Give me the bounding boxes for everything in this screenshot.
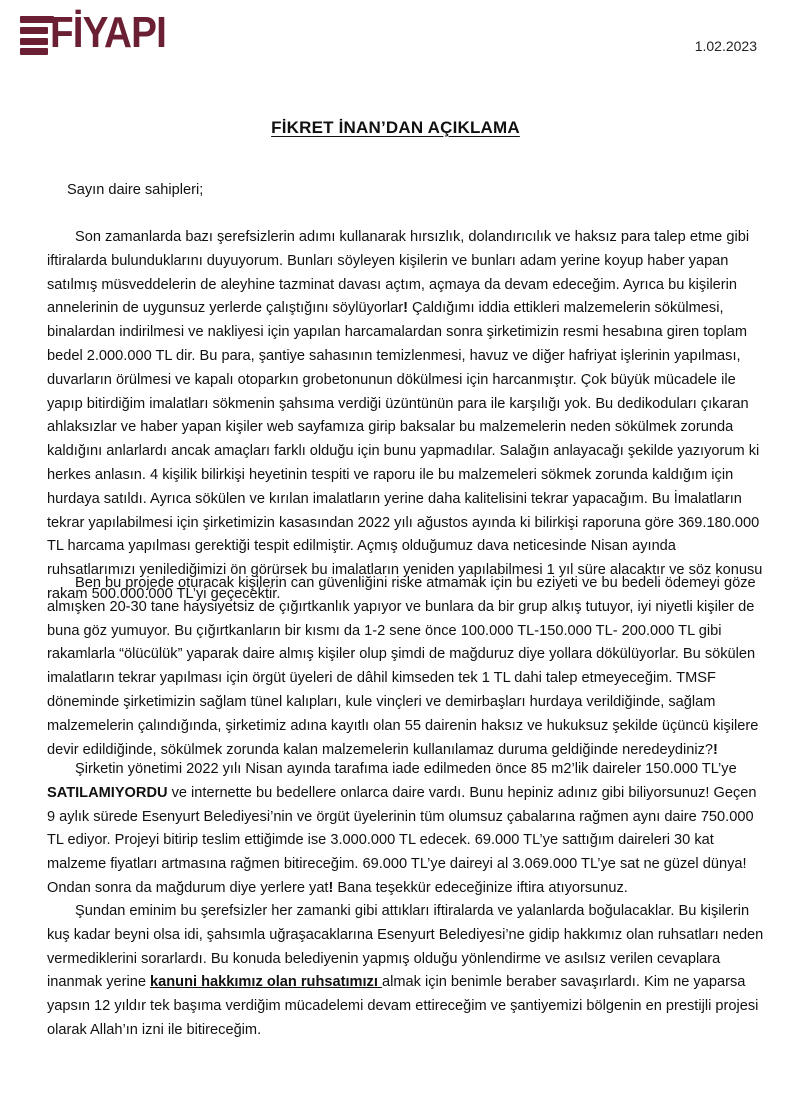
logo-text: FİYAPI	[50, 8, 166, 57]
text-segment: Son zamanlarda bazı şerefsizlerin adımı kullanarak hırsızlık, dolandırıcılık ve haksız para talep etme gibi iftiralarda bulunduklarını duyuyorum. Bunları söyleyen kişilerin ve bunları adam yerine koyup haber yapan satılmış müsveddelerin de aleyhine tazminat davası açtım, açmaya da devam edeceğim. Ayrıca bu kişilerin annelerinin de uygunsuz yerlerde çalıştığını söylüyorlar	[47, 229, 750, 317]
bold-text: !	[713, 741, 718, 758]
text-segment: Çaldığımı iddia ettikleri malzemelerin sökülmesi, binalardan indirilmesi ve nakliyesi için yapılan harcamalardan sonra şirketimizin resmi hesabına giren toplam bedel 2.000.000 TL dir. Bu para, şantiye sahasının temizlenmesi, havuz ve diğer hafriyat işlerinin yapılması, duvarların örülmesi ve kapalı otoparkın grobetonunun dökülmesi için harcanmıştır. Çok büyük mücadele ile yapıp bitirdiğim imalatları sökmenin şahsıma verdiği üzüntünün para ile karşılığı yok. Bu dedikoduları çıkaran ahlaksızlar ve haber yapan kişiler web sayfamıza girip baksalar bu malzemelerin neden sökülmek zorunda kaldığını anlarlardı ancak amaçları farklı olduğu için bunu yapmadılar. Salağın anlayacağı şekilde yazıyorum ki herkes anlasın. 4 kişilik bilirkişi heyetinin tespiti ve raporu ile bu malzemeleri sökmek zorunda kaldığım için hurdaya satıldı. Ayrıca sökülen ve kırılan imalatların yerine daha kalitelisini tekrar yapacağım. Bu İmalatların tekrar yapılabilmesi için şirketimizin kasasından 2022 yılı ağustos ayında ki bilirkişi raporuna göre 369.180.000 TL harcama yapılması gerektiği tespit edilmiştir. Açmış olduğumuz dava neticesinde Nisan ayında ruhsatlarımızı yenilediğimizi ön görürsek bu imalatların yeniden yapılabilmesi 1 yıl süre alacaktır ve söz konusu rakam 500.000.000 TL’yi geçecektir.	[47, 300, 763, 602]
logo-stripes-icon	[20, 14, 54, 54]
text-segment: Şirketin yönetimi 2022 yılı Nisan ayında tarafıma iade edilmeden önce 85 m2’lik daireler 150.000 TL’ye	[75, 761, 737, 777]
text-segment: ve internette bu bedellere onlarca daire vardı. Bunu hepiniz adınız gibi biliyorsunuz! Geçen 9 aylık sürede Esenyurt Belediyesi’nin ve örgüt üyelerinin tüm olumsuz çabalarına rağmen aynı daire 750.000 TL ediyor. Projeyi bitirip teslim ettiğimde ise 3.000.000 TL edecek. 69.000 TL’ye sattığım daireleri 30 kat malzeme fiyatları artmasına rağmen bitireceğim. 69.000 TL’ye daireyi al 3.069.000 TL’ye sat ne güzel dünya! Ondan sonra da mağdurum diye yerlere yat	[47, 784, 757, 896]
paragraph-1	[47, 226, 767, 607]
paragraph-text	[47, 226, 767, 607]
paragraph-2	[47, 572, 767, 762]
greeting: Sayın daire sahipleri;	[67, 182, 204, 198]
bold-text: !	[328, 879, 334, 896]
text-segment: Bana teşekkür edeceğinize iftira atıyorsunuz.	[333, 879, 628, 896]
paragraph-text	[47, 900, 767, 1043]
text-segment: Şundan eminim bu şerefsizler her zamanki gibi attıkları iftiralarda ve yalanlarda boğulacaklar. Bu kişilerin kuş kadar beyni olsa idi, şahsımla uğraşacaklarına Esenyurt Belediyesi’ne gidip hakkımız olan ruhsatları neden vermediklerini sorarlardı. Bu konuda belediyenin yapmış olduğu yönlendirme ve asılsız verilen cevaplara inanmak yerine	[47, 903, 764, 991]
document-date: 1.02.2023	[694, 38, 757, 54]
company-logo	[20, 8, 190, 57]
text-segment: Ben bu projede oturacak kişilerin can güvenliğini riske atmamak için bu eziyeti ve bu bedeli ödemeyi göze almışken 20-30 tane haysiyetsiz de çığırtkanlık yapıyor ve bunlara da bir grup alkış tutuyor, iyi niyetli kişiler de buna göz yumuyor. Bu çığırtkanların bir kısmı da 1-2 sene önce 100.000 TL-150.000 TL- 200.000 TL gibi rakamlarla “ölücülük” yaparak daire almış kişiler olup şimdi de mağduruz diye yollara dökülüyorlar. Bu sökülen imalatların tekrar yapılması için örgüt üyeleri de dâhil kimseden tek 1 TL dahi talep etmeyeceğim. TMSF döneminde şirketimizin sağlam tünel kalıpları, kule vinçleri ve demirbaşları hurdaya verildiğinde, sağlam malzemelerin çalındığında, şirketimiz adına kayıtlı olan 55 dairenin haksız ve hukuksuz şekilde üçüncü kişilere devir edildiğinde, sökülmek zorunda kalan malzemelerin kullanılamaz duruma geldiğinde neredeydiniz?	[47, 575, 759, 758]
paragraph-text	[47, 758, 767, 901]
paragraph-4	[47, 900, 767, 1043]
paragraph-text	[47, 572, 767, 762]
bold-text: SATILAMIYORDU	[47, 784, 168, 801]
paragraph-3	[47, 758, 767, 901]
document-title: FİKRET İNAN’DAN AÇIKLAMA	[271, 118, 520, 137]
emphasized-text: kanuni hakkımız olan ruhsatımızı	[150, 974, 382, 991]
text-segment: almak için benimle beraber savaşırlardı. Kim ne yaparsa yapsın 12 yıldır tek başıma verdiğim mücadelemi devam ettireceğim ve şantiyemizi bölgenin en prestijli projesi olarak Allah’ın izni ile bitireceğim.	[47, 974, 759, 1038]
bold-text: !	[403, 300, 408, 317]
